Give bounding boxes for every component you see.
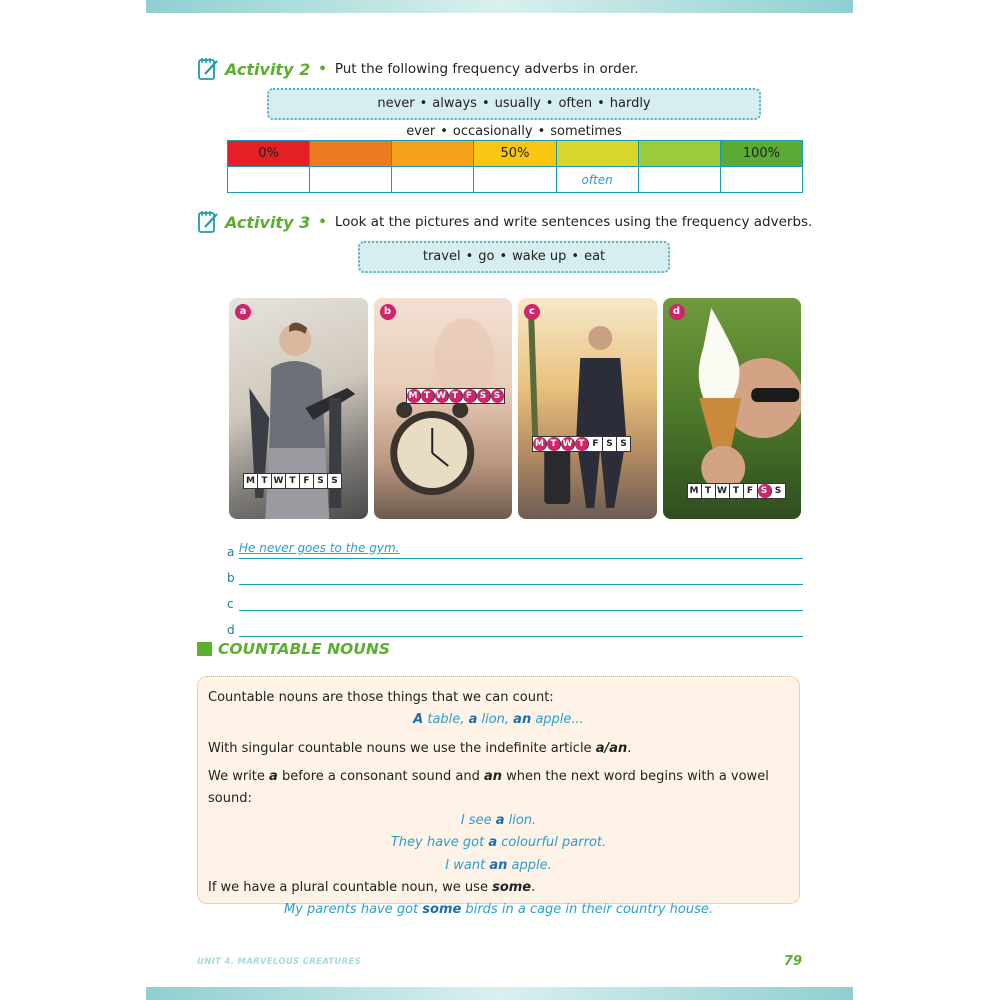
answer-cell[interactable] bbox=[310, 167, 392, 193]
day-cell: S bbox=[331, 476, 338, 486]
day-cell: T bbox=[258, 474, 272, 488]
day-cell: F bbox=[589, 437, 603, 451]
day-cell: M bbox=[407, 389, 421, 403]
photo-ice-cream bbox=[663, 298, 802, 519]
scale-cell: 100% bbox=[720, 141, 802, 167]
answer-letter: b bbox=[227, 571, 235, 585]
emphasis: a bbox=[468, 712, 478, 727]
footer-unit-title: UNIT 4. MARVELOUS CREATURES bbox=[197, 957, 361, 967]
word: go bbox=[478, 249, 495, 264]
scale-cell: 0% bbox=[228, 141, 310, 167]
word: sometimes bbox=[550, 124, 622, 139]
grammar-example bbox=[208, 855, 789, 878]
answer-letter: d bbox=[227, 623, 235, 637]
answer-line bbox=[227, 585, 803, 611]
word: hardly ever bbox=[406, 96, 651, 139]
emphasis: a/an bbox=[595, 740, 628, 756]
example-text: I see bbox=[460, 812, 496, 828]
day-cell: S bbox=[620, 439, 627, 449]
section-heading bbox=[197, 640, 390, 658]
day-cell: T bbox=[575, 437, 589, 451]
activity-3-photos bbox=[229, 298, 801, 519]
grammar-example bbox=[208, 709, 789, 732]
day-cell: T bbox=[547, 437, 561, 451]
text: before a consonant sound and bbox=[277, 768, 484, 784]
answer-field[interactable] bbox=[239, 618, 803, 637]
alarm-clock-illustration bbox=[374, 298, 513, 519]
day-cell: S bbox=[774, 486, 782, 496]
activity-2-title: Activity 2 bbox=[225, 59, 311, 79]
day-cell: T bbox=[286, 474, 300, 488]
answer-line bbox=[227, 611, 803, 637]
scale-cell bbox=[556, 141, 638, 167]
answer-line bbox=[227, 559, 803, 585]
answer-line bbox=[227, 533, 803, 559]
day-cell: S bbox=[477, 389, 491, 403]
answer-cell[interactable] bbox=[392, 167, 474, 193]
grammar-text: Countable nouns are those things that we can count: bbox=[208, 690, 554, 705]
day-cell: M bbox=[244, 474, 258, 488]
photo-alarm-clock bbox=[374, 298, 513, 519]
grammar-example bbox=[208, 899, 789, 922]
activity-2-instruction: Put the following frequency adverbs in order. bbox=[334, 61, 639, 77]
emphasis: a bbox=[488, 835, 498, 850]
example-text: They have got bbox=[390, 835, 489, 850]
grammar-text bbox=[208, 738, 789, 760]
grammar-box bbox=[197, 676, 800, 917]
emphasis: an bbox=[489, 857, 508, 873]
answer-lines bbox=[227, 533, 803, 637]
example-text: birds in a cage in their country house. bbox=[461, 902, 714, 917]
scale-cell: 50% bbox=[474, 141, 556, 167]
bullet: • bbox=[318, 61, 327, 77]
example-text: My parents have got bbox=[283, 902, 423, 917]
text: With singular countable nouns we use the indefinite article bbox=[208, 740, 596, 756]
grammar-example bbox=[208, 832, 789, 855]
notepad-pencil-icon bbox=[197, 210, 219, 234]
businessman-illustration bbox=[518, 298, 657, 519]
activity-2-heading bbox=[197, 57, 639, 81]
day-cell: S bbox=[758, 484, 772, 498]
example-text: apple... bbox=[531, 712, 584, 727]
day-cell: T bbox=[730, 484, 744, 498]
answer-field[interactable] bbox=[239, 592, 803, 611]
word: occasionally bbox=[452, 124, 533, 139]
activity-3-heading bbox=[197, 210, 812, 234]
top-decorative-bar bbox=[146, 0, 853, 13]
activity-3-title: Activity 3 bbox=[225, 212, 311, 232]
photo-label: a bbox=[235, 304, 251, 320]
activity-3-instruction: Look at the pictures and write sentences using the frequency adverbs. bbox=[334, 214, 813, 230]
grammar-text bbox=[208, 766, 789, 810]
emphasis: a bbox=[269, 768, 278, 784]
word: often bbox=[558, 96, 593, 111]
day-cell: W bbox=[272, 474, 286, 488]
scale-cell bbox=[310, 141, 392, 167]
text: when the next word begins with a vowel sound: bbox=[208, 768, 769, 806]
answer-cell[interactable]: often bbox=[556, 167, 638, 193]
day-cell: W bbox=[561, 437, 575, 451]
day-cell: T bbox=[421, 389, 435, 403]
text: . bbox=[627, 740, 632, 756]
photo-businessman-travel bbox=[518, 298, 657, 519]
text: If we have a plural countable noun, we use bbox=[208, 880, 493, 895]
bullet: • bbox=[318, 214, 327, 230]
answer-field[interactable] bbox=[239, 566, 803, 585]
example-text: lion. bbox=[504, 812, 537, 828]
answer-cell[interactable] bbox=[638, 167, 720, 193]
answer-letter: c bbox=[227, 597, 234, 611]
section-title: COUNTABLE NOUNS bbox=[218, 640, 391, 658]
text: . bbox=[531, 880, 536, 895]
day-cell: S bbox=[603, 437, 617, 451]
weekday-strip bbox=[243, 473, 342, 489]
example-text: I want bbox=[445, 857, 490, 873]
grammar-example bbox=[208, 810, 789, 833]
frequency-answer-row bbox=[228, 167, 803, 193]
emphasis: A bbox=[413, 712, 424, 727]
day-cell: M bbox=[533, 437, 547, 451]
section-square-icon bbox=[197, 642, 212, 656]
day-cell: W bbox=[716, 484, 730, 498]
photo-label: d bbox=[669, 304, 685, 320]
day-cell: F bbox=[463, 389, 477, 403]
answer-cell[interactable] bbox=[720, 167, 802, 193]
day-cell: S bbox=[314, 474, 328, 488]
emphasis: an bbox=[483, 768, 502, 784]
photo-label: c bbox=[524, 304, 540, 320]
day-cell: F bbox=[300, 474, 314, 488]
page-number: 79 bbox=[783, 954, 802, 969]
scale-cell bbox=[392, 141, 474, 167]
day-cell: T bbox=[702, 484, 716, 498]
answer-cell[interactable] bbox=[228, 167, 310, 193]
answer-cell[interactable] bbox=[474, 167, 556, 193]
day-cell: S bbox=[491, 389, 504, 403]
day-cell: M bbox=[688, 484, 702, 498]
weekday-strip bbox=[687, 483, 786, 499]
frequency-table bbox=[227, 140, 803, 193]
emphasis: a bbox=[495, 812, 505, 828]
example-text: colourful parrot. bbox=[497, 835, 607, 850]
photo-label: b bbox=[380, 304, 396, 320]
day-cell: F bbox=[744, 484, 758, 498]
day-cell: T bbox=[449, 389, 463, 403]
activity-3-word-box: travel • go • wake up • eat bbox=[358, 241, 670, 273]
word: always bbox=[432, 96, 477, 111]
example-text: apple. bbox=[507, 857, 552, 873]
text: We write bbox=[208, 768, 270, 784]
emphasis: some bbox=[492, 880, 532, 895]
frequency-scale-row bbox=[228, 141, 803, 167]
emphasis: an bbox=[513, 712, 532, 727]
emphasis: some bbox=[422, 902, 462, 917]
example-text: lion, bbox=[477, 712, 514, 727]
weekday-strip bbox=[406, 388, 505, 404]
activity-2-word-box: never • always • usually • often • hardly ever • occasionally • sometimes bbox=[267, 88, 761, 120]
word: travel bbox=[422, 249, 461, 264]
word: usually bbox=[494, 96, 541, 111]
answer-letter: a bbox=[227, 545, 235, 559]
bottom-decorative-bar bbox=[146, 987, 853, 1000]
example-text: table, bbox=[423, 712, 469, 727]
word: eat bbox=[584, 249, 606, 264]
scale-cell bbox=[638, 141, 720, 167]
word: never bbox=[377, 96, 415, 111]
photo-gym-man bbox=[229, 298, 368, 519]
grammar-text bbox=[208, 877, 789, 899]
day-cell: W bbox=[435, 389, 449, 403]
answer-field[interactable]: He never goes to the gym. bbox=[239, 540, 803, 559]
notepad-pencil-icon bbox=[197, 57, 219, 81]
word: wake up bbox=[512, 249, 567, 264]
weekday-strip bbox=[532, 436, 631, 452]
